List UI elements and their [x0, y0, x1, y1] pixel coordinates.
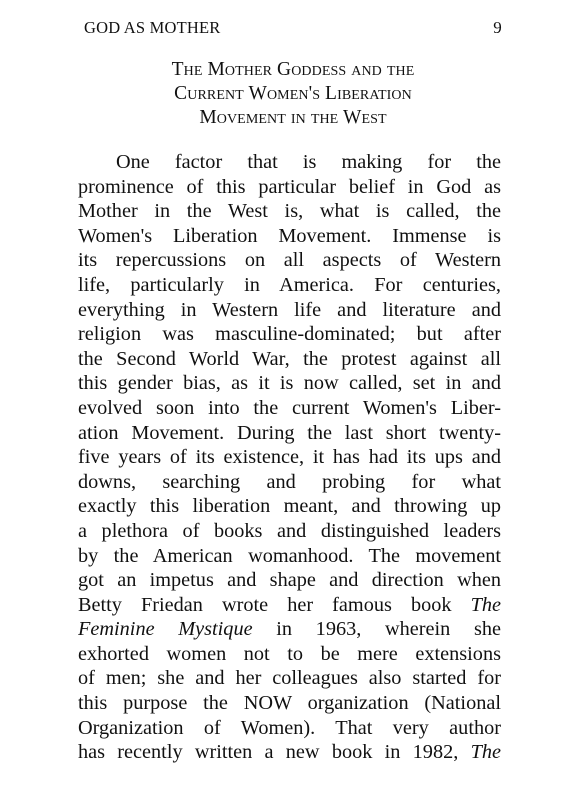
page-number: 9 — [493, 18, 502, 37]
text-line-with-italic — [78, 593, 501, 618]
running-title: GOD AS MOTHER — [84, 18, 221, 37]
section-heading-line-1: The Mother Goddess and the — [171, 59, 415, 80]
text-segment: in 1963, wherein she — [252, 618, 501, 641]
text-line: downs, searching and probing for what — [78, 470, 501, 493]
text-line: life, particularly in America. For centuries, — [78, 273, 501, 296]
text-line: the Second World War, the protest against all — [78, 347, 501, 370]
text-line: a plethora of books and distinguished leaders — [78, 519, 501, 542]
text-line: prominence of this particular belief in God as — [78, 175, 501, 198]
text-segment: has recently written a new book in 1982, — [78, 741, 459, 764]
text-line: by the American womanhood. The movement — [78, 544, 501, 567]
book-title-italic: The — [470, 593, 501, 616]
text-line: this purpose the NOW organization (National — [78, 692, 501, 715]
text-line: five years of its existence, it has had its ups and — [78, 446, 501, 469]
text-line-with-italic — [78, 617, 501, 642]
text-line: its repercussions on all aspects of Western — [78, 249, 501, 272]
text-line: everything in Western life and literature and — [78, 298, 501, 321]
book-title-italic: The — [470, 741, 501, 764]
text-line: exhorted women not to be mere extensions — [78, 642, 501, 665]
text-line: Mother in the West is, what is called, the — [78, 200, 501, 223]
text-line: Organization of Women). That very author — [78, 716, 501, 739]
text-line: this gender bias, as it is now called, set in and — [78, 372, 501, 395]
text-line: ation Movement. During the last short twenty- — [78, 421, 501, 444]
text-line: got an impetus and shape and direction when — [78, 569, 501, 592]
book-title-italic: Mystique — [178, 618, 253, 641]
section-heading-line-3: Movement in the West — [199, 107, 387, 128]
running-header — [84, 18, 502, 38]
section-heading-line-2: Current Women's Liberation — [174, 83, 412, 104]
body-paragraph — [78, 150, 501, 765]
text-line: of men; she and her colleagues also started for — [78, 667, 501, 690]
book-title-italic: Feminine — [78, 618, 155, 641]
text-line: One factor that is making for the — [116, 151, 501, 173]
text-line-with-italic — [78, 740, 501, 765]
text-segment: Betty Friedan wrote her famous book — [78, 593, 452, 616]
text-line: exactly this liberation meant, and throwing up — [78, 495, 501, 518]
text-line: evolved soon into the current Women's Liber- — [78, 396, 501, 419]
text-line: religion was masculine-dominated; but after — [78, 323, 501, 346]
text-line: Women's Liberation Movement. Immense is — [78, 224, 501, 247]
section-heading — [84, 58, 502, 130]
